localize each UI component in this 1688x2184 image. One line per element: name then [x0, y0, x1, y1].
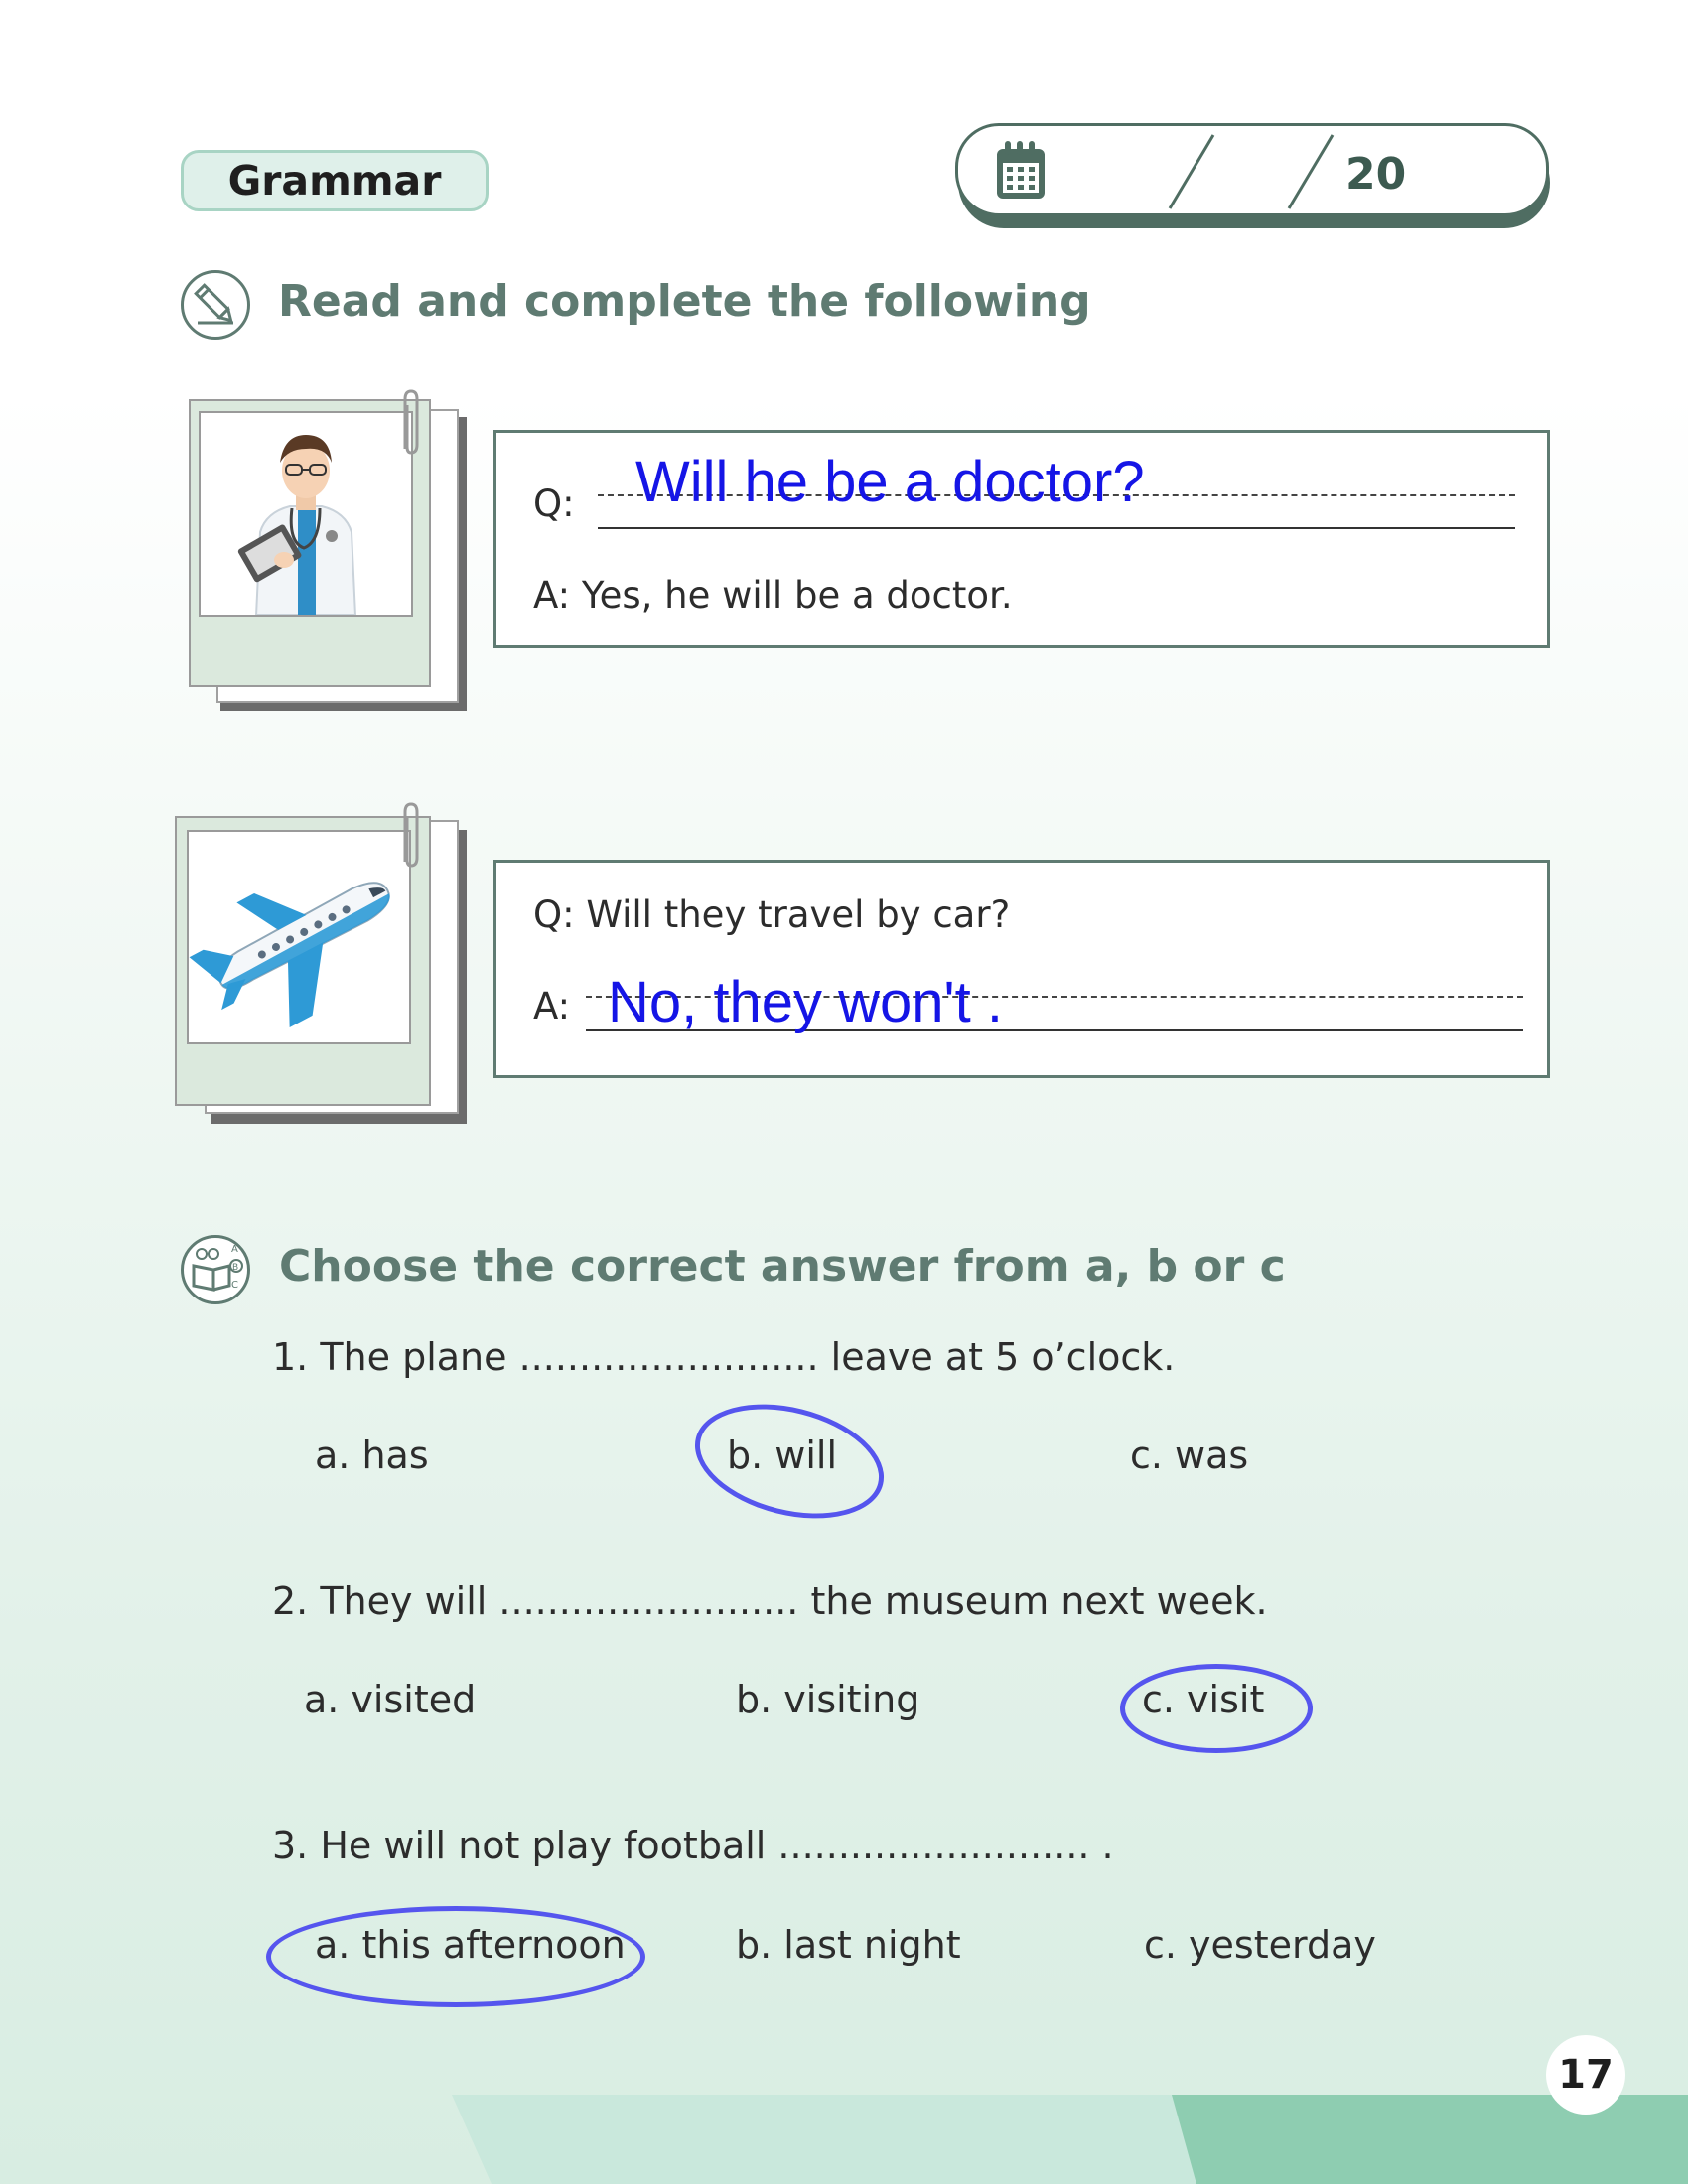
answer-circle-q1: [683, 1386, 896, 1537]
svg-text:A: A: [231, 1244, 238, 1255]
q2-option-a[interactable]: a. visited: [304, 1678, 477, 1721]
a2-label: A:: [533, 985, 571, 1027]
a2-handwritten-answer[interactable]: No, they won't .: [608, 970, 1003, 1034]
q1-option-b[interactable]: b. will: [727, 1433, 838, 1477]
q3-option-c[interactable]: c. yesterday: [1144, 1923, 1376, 1967]
paperclip-icon: [399, 802, 423, 872]
date-separators: [1162, 131, 1340, 212]
q1-handwritten-answer[interactable]: Will he be a doctor?: [635, 450, 1145, 514]
page-number: 17: [1546, 2035, 1625, 2115]
question-2-text: 2. They will ......................... the museum next week.: [272, 1579, 1268, 1623]
paperclip-icon: [399, 389, 423, 459]
svg-text:B: B: [232, 1263, 239, 1273]
calendar-icon: [993, 139, 1049, 203]
svg-text:C: C: [231, 1280, 238, 1291]
q3-option-a[interactable]: a. this afternoon: [315, 1923, 626, 1967]
a1-text: A: Yes, he will be a doctor.: [533, 574, 1013, 616]
q1-option-c[interactable]: c. was: [1130, 1433, 1249, 1477]
doctor-image: [199, 411, 413, 617]
question-3-text: 3. He will not play football .......................... .: [272, 1824, 1114, 1867]
q2-option-c[interactable]: c. visit: [1142, 1678, 1265, 1721]
exercise2-title: Choose the correct answer from a, b or c: [279, 1241, 1286, 1292]
question-1-text: 1. The plane ......................... leave at 5 o’clock.: [272, 1335, 1176, 1379]
q1-option-a[interactable]: a. has: [315, 1433, 429, 1477]
footer-band: [0, 2095, 1688, 2184]
q1-solid-line: [598, 527, 1515, 529]
q2-text: Q: Will they travel by car?: [533, 893, 1011, 936]
section-tag: Grammar: [181, 150, 489, 211]
answer-circle-q3: [266, 1906, 645, 2007]
q3-option-b[interactable]: b. last night: [736, 1923, 961, 1967]
answer-circle-q2: [1120, 1664, 1313, 1753]
date-year: 20: [1345, 149, 1407, 200]
exercise1-title: Read and complete the following: [278, 276, 1091, 327]
pencil-icon: [181, 270, 250, 340]
airplane-image: [187, 830, 411, 1044]
book-abc-icon: [181, 1235, 250, 1304]
q2-option-b[interactable]: b. visiting: [736, 1678, 920, 1721]
q1-label: Q:: [533, 482, 575, 525]
